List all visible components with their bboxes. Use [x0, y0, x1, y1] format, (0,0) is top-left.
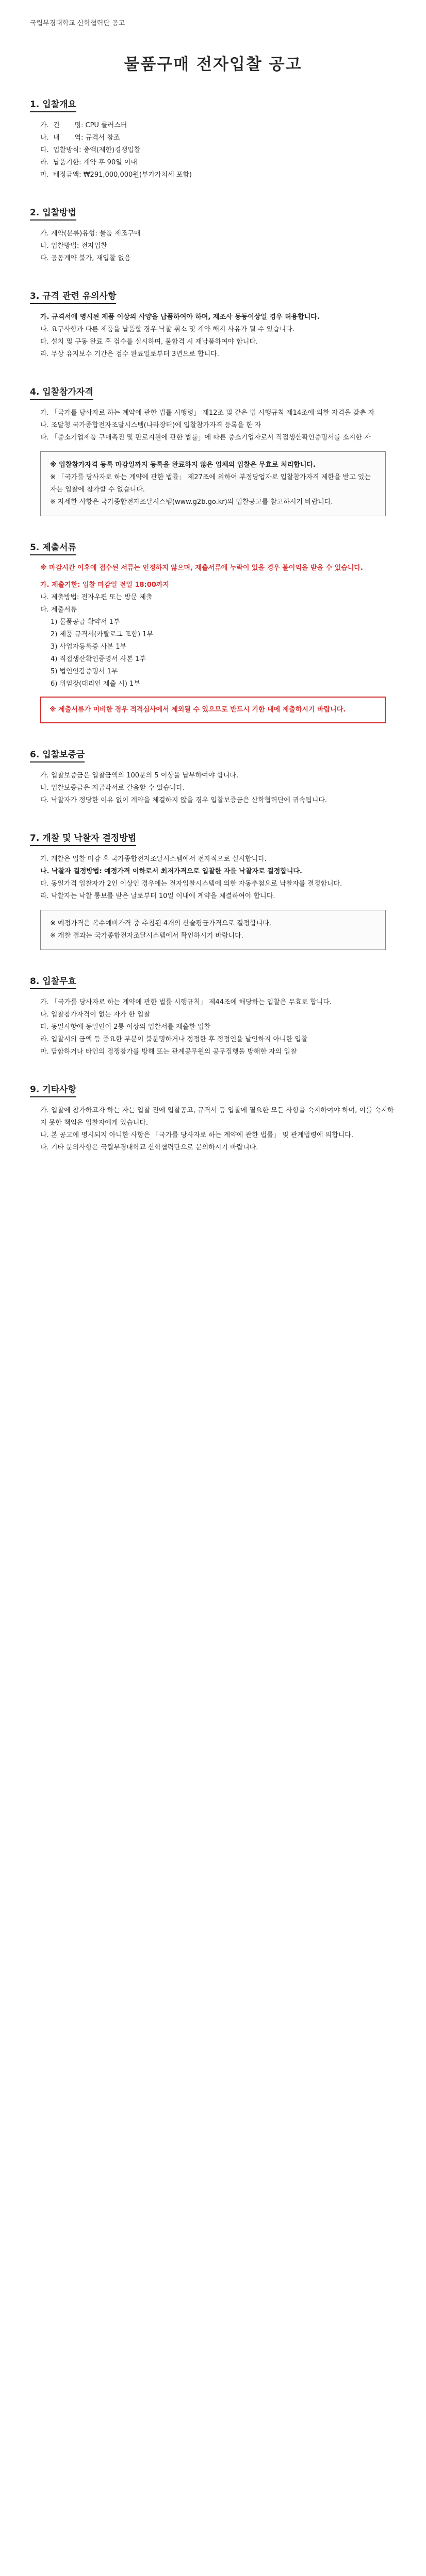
section-line: 가. 건 명: CPU 클러스터 [40, 122, 127, 129]
section-line: 가. 개찰은 입찰 마감 후 국가종합전자조달시스템에서 전자적으로 실시합니다. [40, 855, 267, 863]
header-tag: 국립부경대학교 산학협력단 공고 [30, 20, 125, 27]
section-line: 3) 사업자등록증 사본 1부 [51, 643, 127, 651]
section-line: 라. 무상 유지보수 기간은 검수 완료일로부터 3년으로 합니다. [40, 350, 219, 358]
section-heading: 5. 제출서류 [30, 540, 76, 555]
section-8 [30, 974, 396, 1058]
section-line: 다. 기타 문의사항은 국립부경대학교 산학협력단으로 문의하시기 바랍니다. [40, 1144, 258, 1151]
section-line: 6) 위임장(대리인 제출 시) 1부 [51, 680, 140, 688]
section-line: 라. 낙찰자는 낙찰 통보를 받은 날로부터 10일 이내에 계약을 체결하여야 합니다. [40, 892, 275, 900]
page-title: 물품구매 전자입찰 공고 [124, 55, 302, 74]
section-heading: 6. 입찰보증금 [30, 747, 85, 762]
section-line: 마. 담합하거나 타인의 경쟁참가를 방해 또는 관계공무원의 공무집행을 방해한 자의 입찰 [40, 1048, 297, 1056]
section-line: 나. 내 역: 규격서 참조 [40, 134, 120, 142]
sections-container [30, 97, 396, 1154]
section-line: 가. 규격서에 명시된 제품 이상의 사양을 납품하여야 하며, 제조사 동등이상일 경우 허용합니다. [40, 313, 320, 321]
section-line: 라. 입찰서의 금액 등 중요한 부분이 불분명하거나 정정한 후 정정인을 날인하지 아니한 입찰 [40, 1036, 308, 1043]
section-line: 다. 입찰방식: 총액(제한)경쟁입찰 [40, 146, 141, 154]
section-line: 라. 납품기한: 계약 후 90일 이내 [40, 159, 137, 166]
section-line: 나. 낙찰자 결정방법: 예정가격 이하로서 최저가격으로 입찰한 자를 낙찰자로 결정합니다. [40, 868, 302, 875]
section-heading: 4. 입찰참가자격 [30, 384, 93, 400]
section-2 [30, 205, 396, 265]
section-line: 다. 설치 및 구동 완료 후 검수를 실시하며, 불합격 시 재납품하여야 합니다. [40, 338, 258, 346]
info-box-line: ※ 예정가격은 복수예비가격 중 추첨된 4개의 산술평균가격으로 결정합니다. [50, 920, 271, 927]
section-line: 2) 제품 규격서(카탈로그 포함) 1부 [51, 631, 153, 638]
warning-box-line: ※ 제출서류가 미비한 경우 적격심사에서 제외될 수 있으므로 반드시 기한 내에 제출하시기 바랍니다. [50, 706, 346, 714]
section-line: 다. 동일사항에 동일인이 2통 이상의 입찰서를 제출한 입찰 [40, 1023, 211, 1031]
section-line: 다. 동일가격 입찰자가 2인 이상인 경우에는 전자입찰시스템에 의한 자동추첨으로 낙찰자를 결정합니다. [40, 880, 342, 888]
section-heading: 9. 기타사항 [30, 1082, 76, 1097]
section-line: 나. 입찰보증금은 지급각서로 갈음할 수 있습니다. [40, 784, 185, 792]
section-1 [30, 97, 396, 181]
section-3 [30, 289, 396, 361]
info-box-line: ※ 「국가를 당사자로 하는 계약에 관한 법률」 제27조에 의하여 부정당업자로 입찰참가자격 제한을 받고 있는 자는 입찰에 참가할 수 없습니다. [50, 473, 373, 494]
info-box-line: ※ 자세한 사항은 국가종합전자조달시스템(www.g2b.go.kr)의 입찰공고를 참고하시기 바랍니다. [50, 498, 333, 506]
section-line: 5) 법인인감증명서 1부 [51, 668, 118, 675]
section-heading: 2. 입찰방법 [30, 205, 76, 221]
section-6 [30, 747, 396, 807]
section-line: 4) 직접생산확인증명서 사본 1부 [51, 655, 146, 663]
section-line: 1) 물품공급 확약서 1부 [51, 618, 120, 626]
section-line: 나. 본 공고에 명시되지 아니한 사항은 「국가를 당사자로 하는 계약에 관한 법률」 및 관계법령에 의합니다. [40, 1131, 353, 1139]
section-line: 다. 공동계약 불가, 재입찰 없음 [40, 255, 131, 262]
section-line: 나. 조달청 국가종합전자조달시스템(나라장터)에 입찰참가자격 등록을 한 자 [40, 421, 261, 429]
section-9 [30, 1082, 396, 1154]
info-box-line: ※ 입찰참가자격 등록 마감일까지 등록을 완료하지 않은 업체의 입찰은 무효로 처리합니다. [50, 461, 316, 469]
section-line: 나. 제출방법: 전자우편 또는 방문 제출 [40, 594, 153, 601]
section-4 [30, 384, 396, 516]
info-box [40, 910, 386, 950]
section-line: 가. 제출기한: 입찰 마감일 전일 18:00까지 [40, 581, 169, 589]
section-line: 나. 입찰참가자격이 없는 자가 한 입찰 [40, 1011, 151, 1019]
section-line: 나. 입찰방법: 전자입찰 [40, 242, 107, 250]
info-box-line: ※ 개찰 결과는 국가종합전자조달시스템에서 확인하시기 바랍니다. [50, 932, 243, 940]
section-line: 가. 계약(분류)유형: 물품 제조구매 [40, 230, 141, 238]
section-7 [30, 831, 396, 950]
section-line: 나. 요구사항과 다른 제품을 납품할 경우 낙찰 취소 및 계약 해지 사유가 될 수 있습니다. [40, 326, 295, 333]
info-box [40, 451, 386, 516]
section-line: 다. 제출서류 [40, 606, 77, 614]
section-5 [30, 540, 396, 723]
section-line: 가. 입찰에 참가하고자 하는 자는 입찰 전에 입찰공고, 규격서 등 입찰에 필요한 모든 사항을 숙지하여야 하며, 이를 숙지하지 못한 책임은 입찰자에게 있습니다. [40, 1107, 394, 1127]
section-notice: ※ 마감시간 이후에 접수된 서류는 인정하지 않으며, 제출서류에 누락이 있을 경우 불이익을 받을 수 있습니다. [40, 564, 363, 572]
section-line: 다. 「중소기업제품 구매촉진 및 판로지원에 관한 법률」에 따른 중소기업자로서 직접생산확인증명서를 소지한 자 [40, 434, 371, 442]
section-line: 마. 배정금액: ₩291,000,000원(부가가치세 포함) [40, 171, 192, 179]
section-line: 가. 입찰보증금은 입찰금액의 100분의 5 이상을 납부하여야 합니다. [40, 772, 239, 779]
section-heading: 8. 입찰무효 [30, 974, 76, 989]
section-heading: 7. 개찰 및 낙찰자 결정방법 [30, 831, 136, 846]
section-line: 가. 「국가를 당사자로 하는 계약에 관한 법률 시행규칙」 제44조에 해당하는 입찰은 무효로 합니다. [40, 998, 332, 1006]
warning-box [40, 697, 386, 723]
section-heading: 1. 입찰개요 [30, 97, 76, 112]
section-line: 가. 「국가를 당사자로 하는 계약에 관한 법률 시행령」 제12조 및 같은 법 시행규칙 제14조에 의한 자격을 갖춘 자 [40, 409, 375, 417]
section-line: 다. 낙찰자가 정당한 이유 없이 계약을 체결하지 않을 경우 입찰보증금은 산학협력단에 귀속됩니다. [40, 796, 327, 804]
section-heading: 3. 규격 관련 유의사항 [30, 289, 116, 304]
